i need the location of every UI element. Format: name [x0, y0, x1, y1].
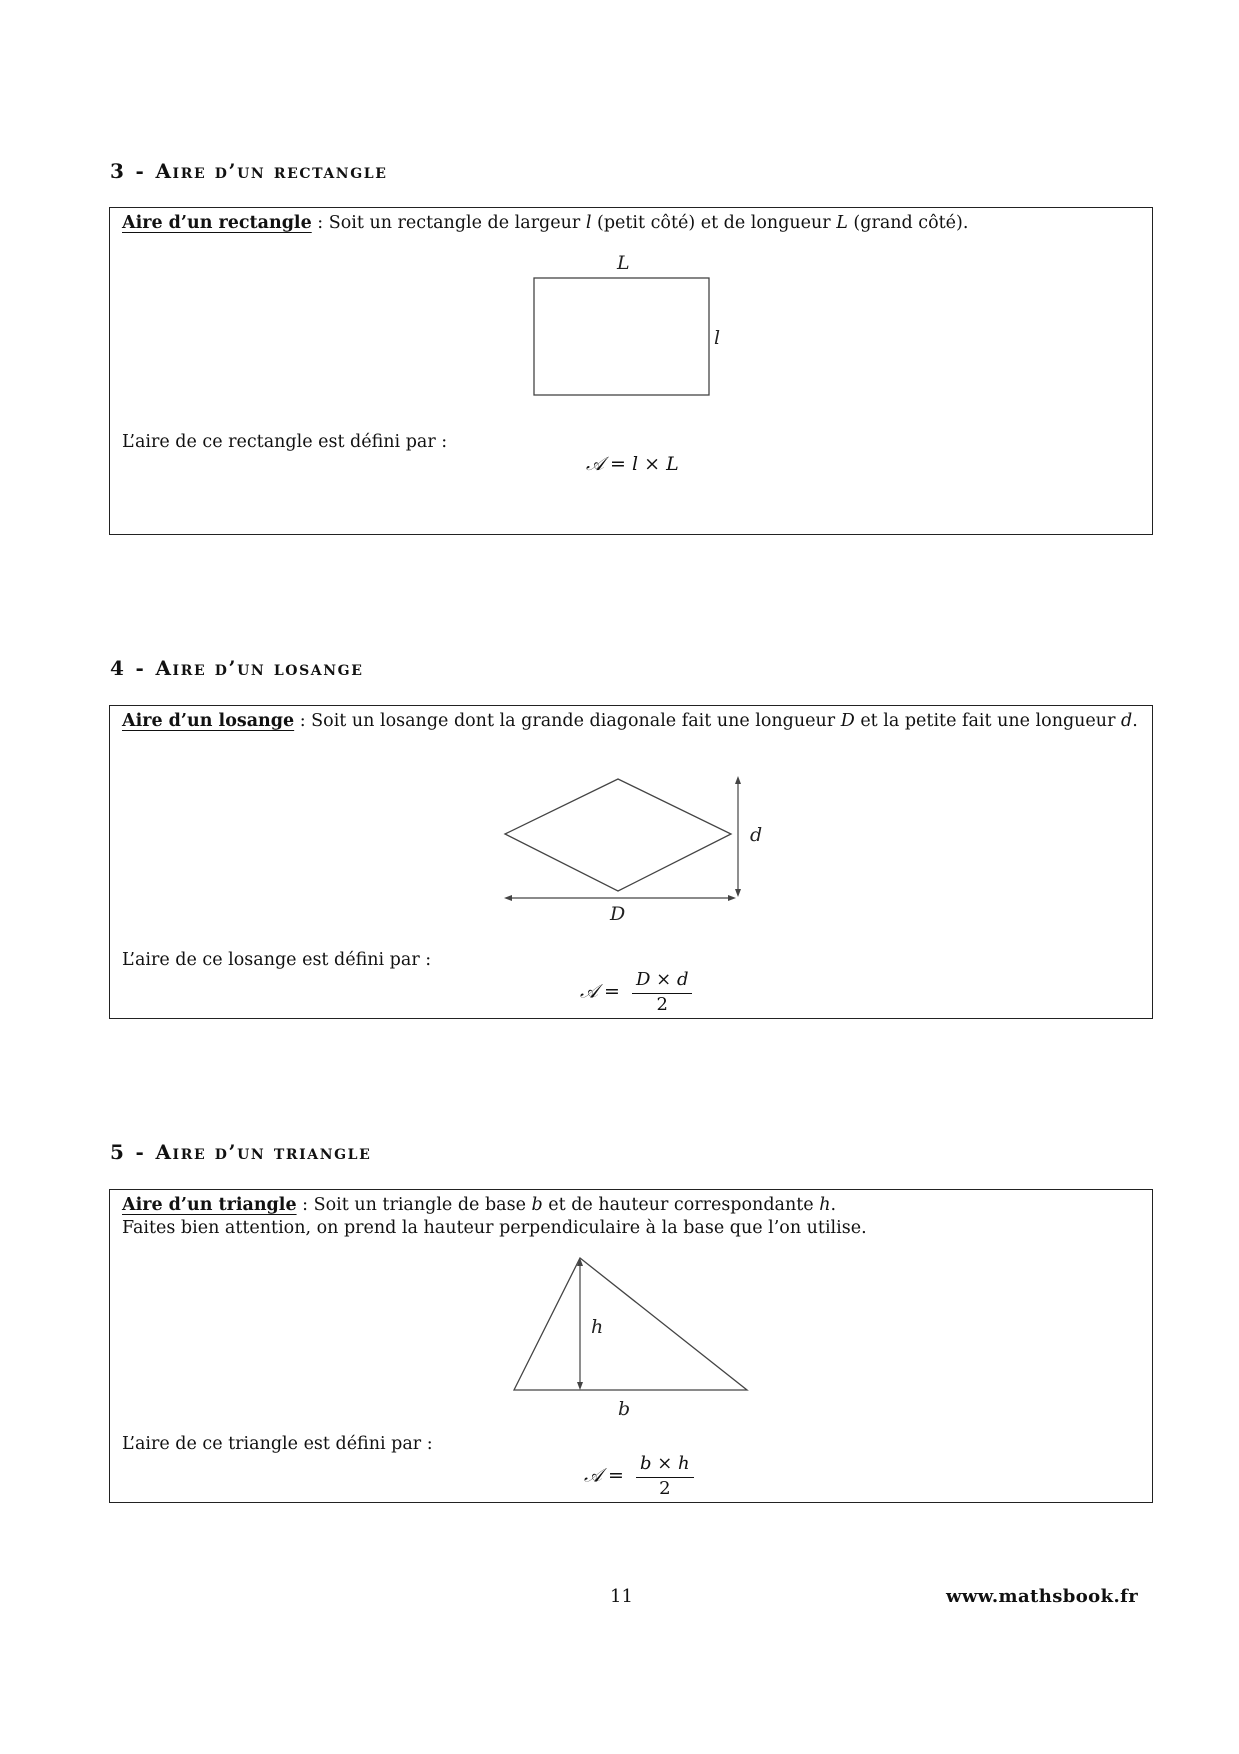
arrow-head: [735, 889, 741, 897]
triangle-note: Faites bien attention, on prend la hauteur perpendiculaire à la base que l’on utilise.: [122, 1218, 867, 1238]
var-l: l: [585, 213, 592, 233]
section-heading: Aire d’un losange: [155, 656, 364, 680]
losange-area-formula: [580, 969, 692, 1016]
intro-text: : Soit un losange dont la grande diagonale fait une longueur: [294, 711, 841, 731]
intro-text: .: [1132, 711, 1138, 731]
section-heading: Aire d’un rectangle: [155, 159, 388, 183]
equals-sign: =: [604, 980, 620, 1003]
losange-definition-box: [109, 705, 1153, 1019]
area-symbol: 𝒜: [580, 980, 598, 1003]
definition-term: Aire d’un triangle: [122, 1195, 297, 1215]
fraction-denominator: 2: [656, 994, 668, 1015]
fraction-numerator: b × h: [636, 1453, 694, 1478]
area-symbol: 𝒜: [586, 453, 604, 475]
intro-text: (petit côté) et de longueur: [591, 213, 837, 233]
section-3-title: [110, 159, 387, 183]
var-h: h: [819, 1195, 831, 1215]
arrow-head: [577, 1382, 583, 1390]
triangle-shape: [514, 1258, 747, 1390]
section-number: 5: [110, 1140, 126, 1164]
intro-text: : Soit un triangle de base: [296, 1195, 532, 1215]
section-dash: -: [135, 656, 146, 680]
var-L: L: [836, 213, 848, 233]
section-dash: -: [135, 159, 146, 183]
section-dash: -: [135, 1140, 146, 1164]
label-d: d: [750, 824, 763, 846]
var-d: d: [1121, 711, 1133, 731]
formula-rhs: l × L: [632, 453, 679, 475]
intro-text: et la petite fait une longueur: [854, 711, 1121, 731]
triangle-area-text: L’aire de ce triangle est défini par :: [122, 1434, 433, 1454]
footer-website: www.mathsbook.fr: [946, 1586, 1139, 1607]
rectangle-area-formula: [586, 453, 679, 475]
section-number: 4: [110, 656, 126, 680]
label-L: L: [617, 252, 630, 274]
definition-term: Aire d’un rectangle: [122, 213, 312, 233]
fraction: [632, 969, 692, 1016]
triangle-area-formula: [584, 1453, 694, 1500]
fraction: [636, 1453, 694, 1500]
section-5-title: [110, 1140, 371, 1164]
arrow-head: [728, 895, 736, 901]
section-number: 3: [110, 159, 126, 183]
losange-figure: [110, 706, 1150, 926]
equals-sign: =: [610, 453, 626, 475]
label-b: b: [618, 1398, 631, 1420]
var-b: b: [531, 1195, 543, 1215]
rectangle-area-text: L’aire de ce rectangle est défini par :: [122, 432, 448, 452]
rectangle-definition-box: [109, 207, 1153, 535]
triangle-definition-box: [109, 1189, 1153, 1503]
intro-text: (grand côté).: [847, 213, 969, 233]
section-heading: Aire d’un triangle: [155, 1140, 372, 1164]
rectangle-figure: [110, 208, 1150, 408]
definition-term: Aire d’un losange: [122, 711, 295, 731]
equals-sign: =: [608, 1464, 624, 1487]
losange-shape: [505, 779, 731, 891]
area-symbol: 𝒜: [584, 1464, 602, 1487]
triangle-figure: [110, 1190, 1150, 1420]
intro-text: .: [830, 1195, 837, 1215]
losange-area-text: L’aire de ce losange est défini par :: [122, 950, 432, 970]
label-D: D: [610, 903, 626, 925]
arrow-head: [504, 895, 512, 901]
var-D: D: [840, 711, 855, 731]
intro-text: et de hauteur correspondante: [542, 1195, 820, 1215]
label-l: l: [714, 327, 721, 349]
fraction-numerator: D × d: [632, 969, 692, 994]
section-4-title: [110, 656, 363, 680]
page-number: 11: [610, 1586, 633, 1607]
rectangle-shape: [534, 278, 709, 395]
intro-text: : Soit un rectangle de largeur: [311, 213, 586, 233]
label-h: h: [591, 1316, 604, 1338]
arrow-head: [735, 776, 741, 784]
fraction-denominator: 2: [659, 1478, 671, 1499]
